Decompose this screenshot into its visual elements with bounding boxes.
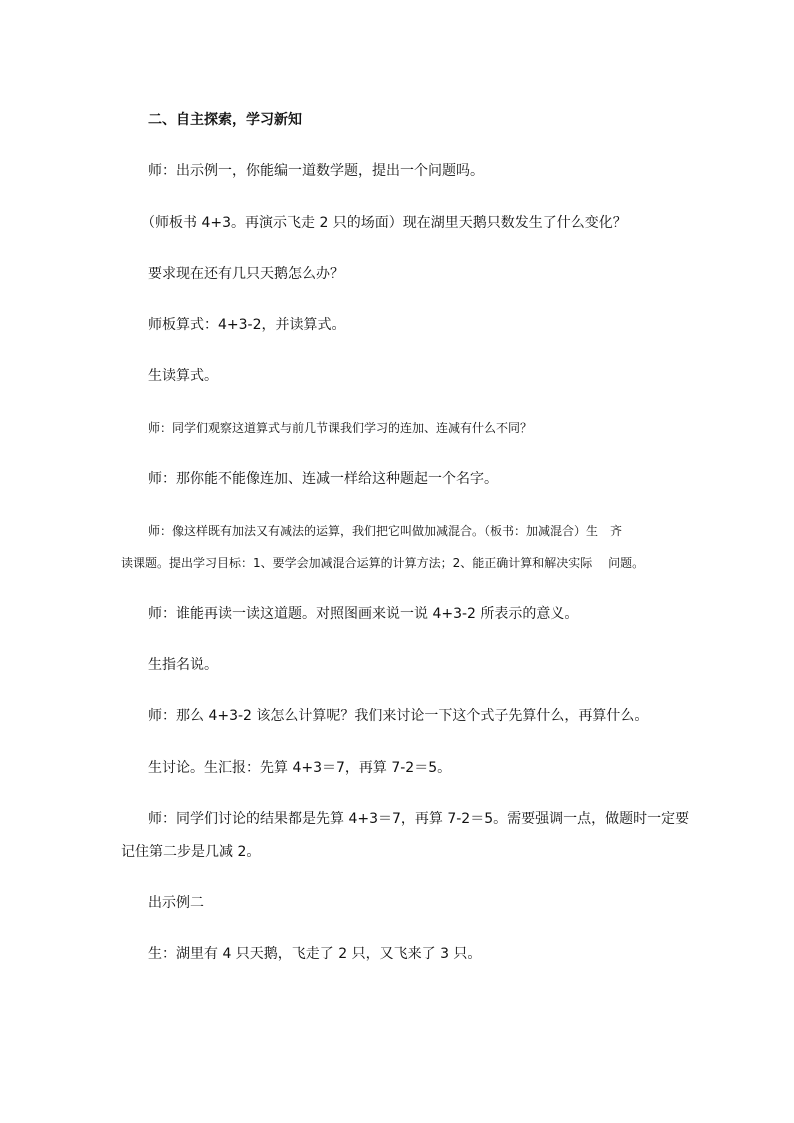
- paragraph-3: 要求现在还有几只天鹅怎么办？: [148, 266, 344, 282]
- paragraph-6: 师：同学们观察这道算式与前几节课我们学习的连加、连减有什么不同？: [148, 421, 533, 435]
- paragraph-15: 生：湖里有 4 只天鹅，飞走了 2 只，又飞来了 3 只。: [148, 946, 482, 962]
- section-title: 二、自主探索，学习新知: [148, 112, 302, 128]
- paragraph-2: （师板书 4+3。再演示飞走 2 只的场面）现在湖里天鹅只数发生了什么变化？: [141, 215, 627, 231]
- paragraph-5: 生读算式。: [148, 368, 218, 384]
- paragraph-7: 师：那你能不能像连加、连减一样给这种题起一个名字。: [148, 471, 498, 487]
- paragraph-13: 师：同学们讨论的结果都是先算 4+3＝7，再算 7-2＝5。需要强调一点，做题时一定要: [148, 811, 690, 827]
- paragraph-11: 师：那么 4+3-2 该怎么计算呢？我们来讨论一下这个式子先算什么，再算什么。: [148, 708, 649, 724]
- paragraph-8: 师：像这样既有加法又有减法的运算，我们把它叫做加减混合。（板书：加减混合）生 齐: [148, 524, 623, 538]
- paragraph-10: 生指名说。: [148, 657, 218, 673]
- paragraph-13-cont: 记住第二步是几减 2。: [121, 844, 261, 860]
- paragraph-4: 师板算式：4+3-2，并读算式。: [148, 317, 346, 333]
- paragraph-8-cont: 读课题。提出学习目标：1、要学会加减混合运算的计算方法；2、能正确计算和解决实际 问题。: [121, 556, 645, 570]
- paragraph-1: 师：出示例一，你能编一道数学题，提出一个问题吗。: [148, 163, 484, 179]
- paragraph-9: 师：谁能再读一读这道题。对照图画来说一说 4+3-2 所表示的意义。: [148, 606, 579, 622]
- paragraph-12: 生讨论。生汇报：先算 4+3＝7，再算 7-2＝5。: [148, 760, 452, 776]
- paragraph-14: 出示例二: [148, 895, 204, 911]
